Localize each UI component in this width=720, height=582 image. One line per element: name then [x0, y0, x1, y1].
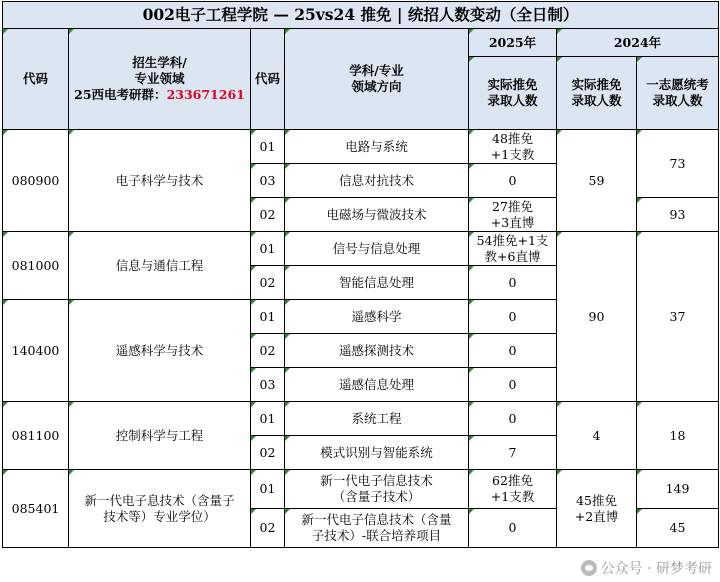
subject-name: 遥感科学与技术 — [69, 300, 251, 402]
value-2025: 7 — [469, 436, 557, 470]
value-2024-tongkao: 149 — [637, 470, 719, 509]
subject-name: 控制科学与工程 — [69, 402, 251, 470]
subject-code: 081100 — [3, 402, 69, 470]
value-2025: 0 — [469, 402, 557, 436]
table-row — [3, 232, 719, 266]
table-row — [3, 402, 719, 436]
direction: 智能信息处理 — [285, 266, 469, 300]
subject-code: 085401 — [3, 470, 69, 548]
header-dir-code: 代码 — [251, 29, 285, 130]
header-code: 代码 — [3, 29, 69, 130]
subject-code: 081000 — [3, 232, 69, 300]
value-2024-tongkao: 45 — [637, 509, 719, 548]
direction: 新一代电子信息技术（含量 子技术）-联合培养项目 — [285, 509, 469, 548]
enrollment-table — [2, 1, 719, 548]
direction: 模式识别与智能系统 — [285, 436, 469, 470]
direction: 系统工程 — [285, 402, 469, 436]
value-2025: 0 — [469, 300, 557, 334]
dir-code: 01 — [251, 232, 285, 266]
value-2025: 48推免 +1支教 — [469, 130, 557, 164]
value-2025: 54推免+1支 教+6直博 — [469, 232, 557, 266]
value-2025: 0 — [469, 368, 557, 402]
subject-code: 080900 — [3, 130, 69, 232]
table-row — [3, 130, 719, 164]
header-2024-tuimian: 实际推免 录取人数 — [557, 57, 637, 130]
value-2024-tuimian: 45推免 +2直博 — [557, 470, 637, 548]
direction: 电磁场与微波技术 — [285, 198, 469, 232]
header-direction: 学科/专业 领域方向 — [285, 29, 469, 130]
subject-code: 140400 — [3, 300, 69, 402]
value-2024-tongkao: 73 — [637, 130, 719, 198]
header-subject: 招生学科/ 专业领域 25西电考研群：233671261 — [69, 29, 251, 130]
table-row — [3, 470, 719, 509]
dir-code: 02 — [251, 509, 285, 548]
dir-code: 01 — [251, 402, 285, 436]
direction: 新一代电子信息技术 （含量子技术） — [285, 470, 469, 509]
value-2024-tuimian: 4 — [557, 402, 637, 470]
header-year-2024: 2024年 — [557, 29, 719, 57]
value-2025: 27推免 +3直博 — [469, 198, 557, 232]
dir-code: 01 — [251, 130, 285, 164]
value-2024-tongkao: 18 — [637, 402, 719, 470]
wechat-icon — [581, 560, 597, 576]
dir-code: 02 — [251, 334, 285, 368]
direction: 遥感信息处理 — [285, 368, 469, 402]
dir-code: 03 — [251, 368, 285, 402]
group-number: 233671261 — [166, 87, 245, 102]
dir-code: 03 — [251, 164, 285, 198]
dir-code: 01 — [251, 470, 285, 509]
table-title: 002电子工程学院 — 25vs24 推免 | 统招人数变动（全日制） — [3, 2, 719, 29]
header-2025-tuimian: 实际推免 录取人数 — [469, 57, 557, 130]
subject-name: 电子科学与技术 — [69, 130, 251, 232]
value-2024-tongkao: 93 — [637, 198, 719, 232]
direction: 遥感科学 — [285, 300, 469, 334]
direction: 信号与信息处理 — [285, 232, 469, 266]
value-2025: 0 — [469, 334, 557, 368]
dir-code: 02 — [251, 436, 285, 470]
header-year-2025: 2025年 — [469, 29, 557, 57]
value-2024-tuimian: 59 — [557, 130, 637, 232]
dir-code: 01 — [251, 300, 285, 334]
value-2025: 0 — [469, 164, 557, 198]
value-2025: 0 — [469, 266, 557, 300]
value-2025: 62推免 +1支教 — [469, 470, 557, 509]
subject-name: 信息与通信工程 — [69, 232, 251, 300]
watermark: 公众号 · 研梦考研 — [581, 558, 712, 578]
dir-code: 02 — [251, 198, 285, 232]
header-2024-tongkao: 一志愿统考 录取人数 — [637, 57, 719, 130]
value-2025: 0 — [469, 509, 557, 548]
page — [2, 1, 718, 580]
direction: 信息对抗技术 — [285, 164, 469, 198]
value-2024-tuimian: 90 — [557, 232, 637, 402]
dir-code: 02 — [251, 266, 285, 300]
value-2024-tongkao: 37 — [637, 232, 719, 402]
direction: 遥感探测技术 — [285, 334, 469, 368]
direction: 电路与系统 — [285, 130, 469, 164]
subject-name: 新一代电子息技术（含量子 技术等）专业学位） — [69, 470, 251, 548]
